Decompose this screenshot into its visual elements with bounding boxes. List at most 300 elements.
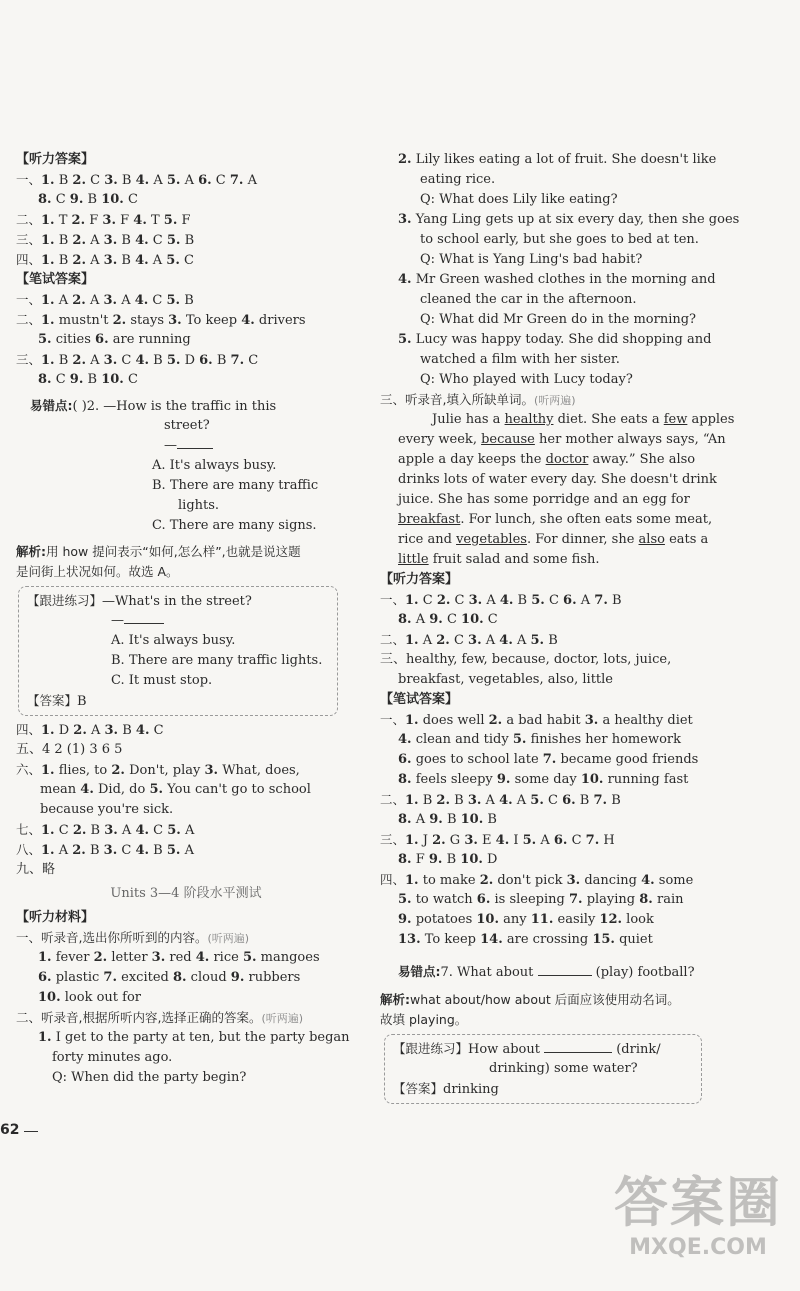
answer-text: F	[411, 852, 429, 867]
answer-text: To keep	[420, 932, 481, 947]
question-number: 7.	[103, 970, 117, 985]
passage-text: her mother always says, “An	[534, 432, 726, 447]
question-number: 3.	[467, 793, 482, 808]
answer-text: A	[512, 633, 531, 648]
question-number: 3.	[104, 723, 119, 738]
answer-text: A	[512, 793, 531, 808]
question-number: 4.	[135, 353, 150, 368]
passage-text: apple a day keeps the	[398, 452, 546, 467]
question-number: 10.	[460, 852, 483, 867]
answer-text: any	[499, 912, 531, 927]
question-number: 1.	[41, 233, 55, 248]
answer-text: drivers	[254, 313, 306, 328]
answer-text: D	[180, 353, 200, 368]
question-number: 9.	[69, 372, 84, 387]
question-number: 4.	[499, 593, 514, 608]
question-number: 2.	[72, 173, 86, 188]
answer-text: B	[83, 192, 102, 207]
question-number: 5.	[530, 633, 545, 648]
answer-text: B	[117, 173, 136, 188]
answer-text: B	[117, 233, 136, 248]
answer-text: B	[607, 793, 621, 808]
answer-text: A	[180, 843, 194, 858]
question-number: 1.	[41, 843, 55, 858]
answer-text: are running	[108, 332, 191, 347]
page-number-dash	[24, 1131, 38, 1132]
option-b-cont: lights.	[178, 498, 220, 513]
answer-text: A	[411, 612, 430, 627]
answer-text: red	[165, 950, 196, 965]
option-b: B. There are many traffic	[152, 478, 319, 493]
answer-text: A	[117, 293, 135, 308]
answer-text: C	[244, 353, 259, 368]
question-number: 3.	[204, 763, 219, 778]
answer-text: feels sleepy	[411, 772, 497, 787]
passage-text: diet. She eats a	[553, 412, 664, 427]
answer-text: J	[418, 833, 433, 848]
answer-text: C	[179, 253, 194, 268]
filled-word: few	[663, 412, 688, 427]
question-number: 1.	[41, 293, 55, 308]
passage-text: rice and	[398, 532, 457, 547]
question-number: 1.	[405, 633, 419, 648]
answer-text: B	[212, 353, 231, 368]
question-number: 3.	[103, 843, 118, 858]
analysis-label: 解析:	[380, 992, 410, 1007]
question-number: 2.	[72, 293, 86, 308]
answer-line	[16, 190, 356, 210]
passage-text: . For dinner, she	[526, 532, 639, 547]
answer-text: A	[576, 593, 595, 608]
answer-text: B	[83, 372, 102, 387]
written-answers-heading: 【笔试答案】	[380, 692, 459, 707]
answer-line	[398, 850, 718, 870]
listening-item-cont: watched a film with her sister.	[420, 352, 620, 367]
answer-text: fever	[51, 950, 94, 965]
answer-text: C	[148, 293, 167, 308]
answer-line	[16, 290, 356, 310]
question-number: 5.	[522, 833, 537, 848]
question-number: 10.	[461, 612, 484, 627]
answer-text: A	[54, 843, 73, 858]
question-number: 5.	[531, 593, 545, 608]
answer-text: I	[509, 833, 523, 848]
answer-text: 三、	[380, 832, 406, 847]
analysis-line: 是问街上状况如何。故选 A。	[16, 564, 179, 579]
question-number: 5.	[166, 353, 181, 368]
listening-item: 3. Yang Ling gets up at six every day, then she goes	[398, 212, 740, 227]
answer-line	[380, 630, 718, 650]
answer-text: A	[86, 253, 104, 268]
answer-text: A	[481, 793, 500, 808]
question-number: 1.	[38, 950, 52, 965]
answer-text: C	[149, 723, 164, 738]
answer-text: B	[513, 593, 532, 608]
question-number: 2.	[72, 253, 86, 268]
answer-text: a bad habit	[502, 713, 585, 728]
question-number: 7.	[542, 752, 557, 767]
answer-line	[16, 250, 356, 270]
answer-text: rubbers	[244, 970, 301, 985]
answer-text: 三、	[16, 232, 42, 247]
question-number: 9.	[230, 970, 245, 985]
question-number: 2.	[73, 723, 87, 738]
error-point-blank: —	[16, 436, 356, 456]
answer-text: clean and tidy	[411, 732, 513, 747]
listening-item: 2. Lily likes eating a lot of fruit. She doesn't like	[398, 152, 717, 167]
question-number: 5.	[398, 892, 412, 907]
question-number: 3.	[103, 233, 118, 248]
question-number: 2.	[436, 593, 451, 608]
answer-text: B	[442, 852, 461, 867]
question-number: 6.	[562, 793, 576, 808]
answer-text: 二、	[16, 312, 42, 327]
follow-up-practice-box	[384, 1034, 702, 1104]
answer-text: C	[51, 372, 70, 387]
answer-text: playing	[582, 892, 640, 907]
answer-line	[16, 988, 356, 1008]
question-number: 3.	[566, 873, 581, 888]
answer-line	[398, 750, 718, 770]
answer-text: 一、	[16, 292, 42, 307]
left-column	[16, 150, 356, 1088]
question-number: 8.	[38, 192, 52, 207]
answer-text: D	[54, 723, 74, 738]
answer-text: 七、	[16, 822, 42, 837]
question-number: 1.	[41, 723, 55, 738]
question-number: 10.	[476, 912, 500, 927]
answer-text: 一、	[380, 592, 406, 607]
answer-text: dancing	[580, 873, 642, 888]
answer-text: B	[118, 723, 136, 738]
answer-text: B	[544, 633, 558, 648]
filled-word: doctor	[545, 452, 589, 467]
answer-text: C	[86, 173, 105, 188]
question-number: 2.	[479, 873, 494, 888]
answer-text: A	[117, 823, 136, 838]
question-number: 9.	[69, 192, 84, 207]
question-number: 2.	[72, 843, 86, 858]
answer-text: B	[54, 173, 73, 188]
answer-text: a healthy diet	[598, 713, 693, 728]
answer-text: A	[180, 823, 195, 838]
follow-up-label: 【跟进练习】	[27, 593, 103, 608]
answer-line	[16, 370, 356, 390]
passage-text: every week,	[398, 432, 482, 447]
answer-text: mangoes	[256, 950, 320, 965]
question-number: 2.	[72, 233, 86, 248]
analysis-line: 解析:what about/how about 后面应该使用动名词。	[380, 992, 680, 1007]
listening-question: Q: When did the party begin?	[52, 1070, 247, 1085]
passage-line	[398, 430, 726, 450]
listening-answers-heading: 【听力答案】	[16, 152, 95, 167]
follow-up-question: 【跟进练习】—What's in the street?	[27, 593, 252, 609]
answer-text: B	[180, 233, 195, 248]
answer-line: 九、略	[16, 862, 56, 877]
question-number: 14.	[480, 932, 503, 947]
option-c: C. It must stop.	[111, 673, 213, 688]
answer-line	[380, 790, 718, 810]
question-number: 1.	[41, 823, 55, 838]
listening-item-cont: to school early, but she goes to bed at ten.	[420, 232, 699, 247]
answer-text: C	[149, 823, 168, 838]
question-number: 5.	[38, 332, 52, 347]
question-number: 8.	[639, 892, 653, 907]
question-number: 5.	[166, 253, 180, 268]
answer-text: B	[180, 293, 194, 308]
answer-text: C	[148, 233, 167, 248]
page-number: 62	[0, 1122, 20, 1138]
passage-line: drinks lots of water every day. She doesn't drink	[398, 472, 717, 487]
question-number: 5.	[530, 793, 544, 808]
option-a: A. It's always busy.	[152, 458, 277, 473]
answer-text: To keep	[181, 313, 242, 328]
question-heading: 三、听录音,填入所缺单词。(听两遍)	[380, 392, 576, 407]
answer-text: stays	[126, 313, 169, 328]
answer-text: B	[85, 843, 104, 858]
answer-line	[16, 310, 356, 330]
analysis-label: 解析:	[16, 544, 46, 559]
answer-line	[16, 948, 356, 968]
question-number: 2.	[71, 213, 86, 228]
question-number: 1.	[405, 873, 419, 888]
answer-text: B	[54, 253, 73, 268]
answer-text: to make	[418, 873, 480, 888]
question-number: 6.	[563, 593, 577, 608]
listening-item-cont: eating rice.	[420, 172, 496, 187]
error-point-label: 易错点:	[398, 964, 441, 979]
question-number: 1.	[405, 833, 419, 848]
answer-text: F	[115, 213, 134, 228]
question-number: 4.	[641, 873, 655, 888]
answer-text: A	[86, 723, 105, 738]
units-test-title: Units 3—4 阶段水平测试	[110, 886, 262, 901]
passage-line	[398, 550, 718, 570]
answer-line	[16, 720, 356, 740]
filled-word: little	[398, 552, 429, 567]
answer-text: goes to school late	[411, 752, 543, 767]
answer-text: C	[442, 612, 462, 627]
passage-text: away.” She also	[588, 452, 696, 467]
follow-up-answer: 【答案】drinking	[393, 1081, 499, 1097]
answer-text: What, does,	[218, 763, 300, 778]
answer-text: A	[180, 173, 199, 188]
question-number: 3.	[103, 253, 118, 268]
question-number: 5.	[166, 173, 181, 188]
question-number: 4.	[135, 823, 150, 838]
question-number: 7.	[593, 793, 608, 808]
question-number: 9.	[429, 812, 443, 827]
question-number: 5.	[167, 823, 181, 838]
filled-word: also	[638, 532, 665, 547]
question-number: 3.	[468, 593, 483, 608]
answer-line	[16, 820, 356, 840]
question-number: 1.	[405, 793, 419, 808]
follow-up-practice-box	[18, 586, 338, 716]
answer-line	[398, 810, 718, 830]
answer-text: C	[123, 192, 138, 207]
answer-text: 二、	[16, 212, 42, 227]
answer-text: mean	[40, 782, 81, 797]
analysis-line: 解析:用 how 提问表示“如何,怎么样”,也就是说这题	[16, 544, 301, 559]
answer-line: because you're sick.	[40, 802, 174, 817]
question-number: 12.	[599, 912, 623, 927]
answer-text: F	[85, 213, 103, 228]
option-c: C. There are many signs.	[152, 518, 317, 533]
filled-word: because	[481, 432, 535, 447]
error-point-question-cont: street?	[164, 418, 210, 433]
answer-text: C	[449, 633, 469, 648]
answer-text: 四、	[16, 722, 42, 737]
question-number: 11.	[530, 912, 554, 927]
answer-text: T	[146, 213, 164, 228]
answer-text: C	[544, 593, 564, 608]
answer-line: 五、4 2 (1) 3 6 5	[16, 742, 123, 757]
question-number: 8.	[38, 372, 52, 387]
answer-text: some	[654, 873, 694, 888]
answer-text: B	[483, 812, 497, 827]
right-column	[380, 150, 740, 1108]
listening-item-cont: forty minutes ago.	[52, 1050, 173, 1065]
answer-text: some day	[510, 772, 581, 787]
answer-text: excited	[117, 970, 173, 985]
error-point-question	[16, 396, 356, 416]
answer-line	[16, 760, 356, 780]
question-number: 8.	[398, 772, 412, 787]
question-number: 4.	[133, 213, 147, 228]
filled-word: healthy	[504, 412, 554, 427]
answer-line	[16, 968, 356, 988]
question-number: 1.	[41, 213, 55, 228]
question-number: 3.	[464, 833, 478, 848]
answer-text: finishes her homework	[526, 732, 681, 747]
question-number: 4.	[499, 793, 513, 808]
answer-text: A	[86, 233, 104, 248]
answer-text: 一、	[380, 712, 406, 727]
question-number: 7.	[230, 353, 245, 368]
answer-line	[16, 230, 356, 250]
answer-text: B	[149, 843, 167, 858]
answer-line	[398, 910, 718, 930]
answer-text: B	[54, 233, 73, 248]
follow-up-question: 【跟进练习】How about (drink/	[393, 1041, 661, 1057]
question-heading: 二、听录音,根据所听内容,选择正确的答案。(听两遍)	[16, 1010, 304, 1025]
question-number: 3.	[104, 173, 118, 188]
question-number: 2.	[111, 763, 125, 778]
answer-text: to watch	[411, 892, 477, 907]
answer-text: C	[51, 192, 70, 207]
answer-line	[398, 610, 718, 630]
question-number: 8.	[398, 852, 412, 867]
listening-question: Q: What does Lily like eating?	[420, 192, 618, 207]
question-number: 2.	[436, 633, 450, 648]
question-number: 4.	[135, 843, 150, 858]
follow-up-blank: —	[27, 611, 329, 631]
answer-text: A	[54, 293, 73, 308]
answer-text: rice	[209, 950, 243, 965]
question-number: 10.	[38, 990, 61, 1005]
answer-text: Did, do	[93, 782, 150, 797]
watermark-domain: MXQE.COM	[629, 1235, 767, 1260]
passage-line	[398, 410, 735, 430]
question-number: 5.	[166, 233, 181, 248]
question-number: 6.	[476, 892, 491, 907]
answer-text: B	[450, 793, 468, 808]
listening-material-heading: 【听力材料】	[16, 910, 95, 925]
question-number: 9.	[429, 612, 443, 627]
question-number: 2.	[436, 793, 450, 808]
answer-line	[380, 830, 718, 850]
answer-line	[16, 780, 356, 800]
question-number: 15.	[592, 932, 615, 947]
question-number: 4.	[495, 833, 510, 848]
question-number: 5.	[166, 293, 181, 308]
question-number: 4.	[80, 782, 94, 797]
answer-text: F	[177, 213, 191, 228]
question-number: 6.	[198, 173, 212, 188]
question-number: 1.	[41, 253, 55, 268]
question-number: 10.	[101, 192, 124, 207]
question-number: 7.	[585, 833, 600, 848]
question-number: 6.	[95, 332, 109, 347]
answer-text: A	[149, 173, 167, 188]
answer-text: 四、	[16, 252, 42, 267]
answer-text: mustn't	[54, 313, 113, 328]
question-number: 8.	[398, 812, 412, 827]
question-number: 3.	[168, 313, 182, 328]
answer-text: flies, to	[54, 763, 112, 778]
question-number: 4.	[135, 233, 149, 248]
answer-text: B	[54, 353, 73, 368]
passage-line	[398, 510, 718, 530]
passage-line	[398, 450, 718, 470]
answer-line	[380, 590, 718, 610]
question-number: 4.	[398, 732, 412, 747]
question-number: 6.	[398, 752, 412, 767]
answer-text: A	[418, 633, 437, 648]
question-number: 9.	[428, 852, 443, 867]
site-watermark	[608, 1171, 788, 1281]
answer-text: You can't go to school	[163, 782, 311, 797]
answer-text: T	[54, 213, 72, 228]
question-number: 2.	[432, 833, 446, 848]
option-b: B. There are many traffic lights.	[111, 653, 323, 668]
question-number: 4.	[135, 173, 150, 188]
listening-question: Q: What did Mr Green do in the morning?	[420, 312, 697, 327]
question-number: 1.	[41, 763, 55, 778]
question-number: 2.	[112, 313, 127, 328]
answer-line	[380, 870, 718, 890]
answer-text: A	[85, 293, 104, 308]
answer-text: C	[211, 173, 230, 188]
question-number: 6.	[38, 970, 52, 985]
answer-text: look	[622, 912, 654, 927]
answer-text: 二、	[380, 792, 406, 807]
answer-text: B	[86, 823, 105, 838]
answer-text: A	[536, 833, 554, 848]
answer-text: B	[149, 353, 167, 368]
answer-text: is sleeping	[490, 892, 569, 907]
answer-text: rain	[652, 892, 684, 907]
answer-text: C	[567, 833, 586, 848]
question-number: 3.	[468, 633, 482, 648]
answer-text: C	[543, 793, 563, 808]
passage-text: apples	[687, 412, 735, 427]
answer-text: 三、	[16, 352, 42, 367]
answer-text: C	[418, 593, 437, 608]
listening-item: 1. I get to the party at ten, but the party began	[38, 1030, 350, 1045]
question-number: 3.	[103, 353, 118, 368]
